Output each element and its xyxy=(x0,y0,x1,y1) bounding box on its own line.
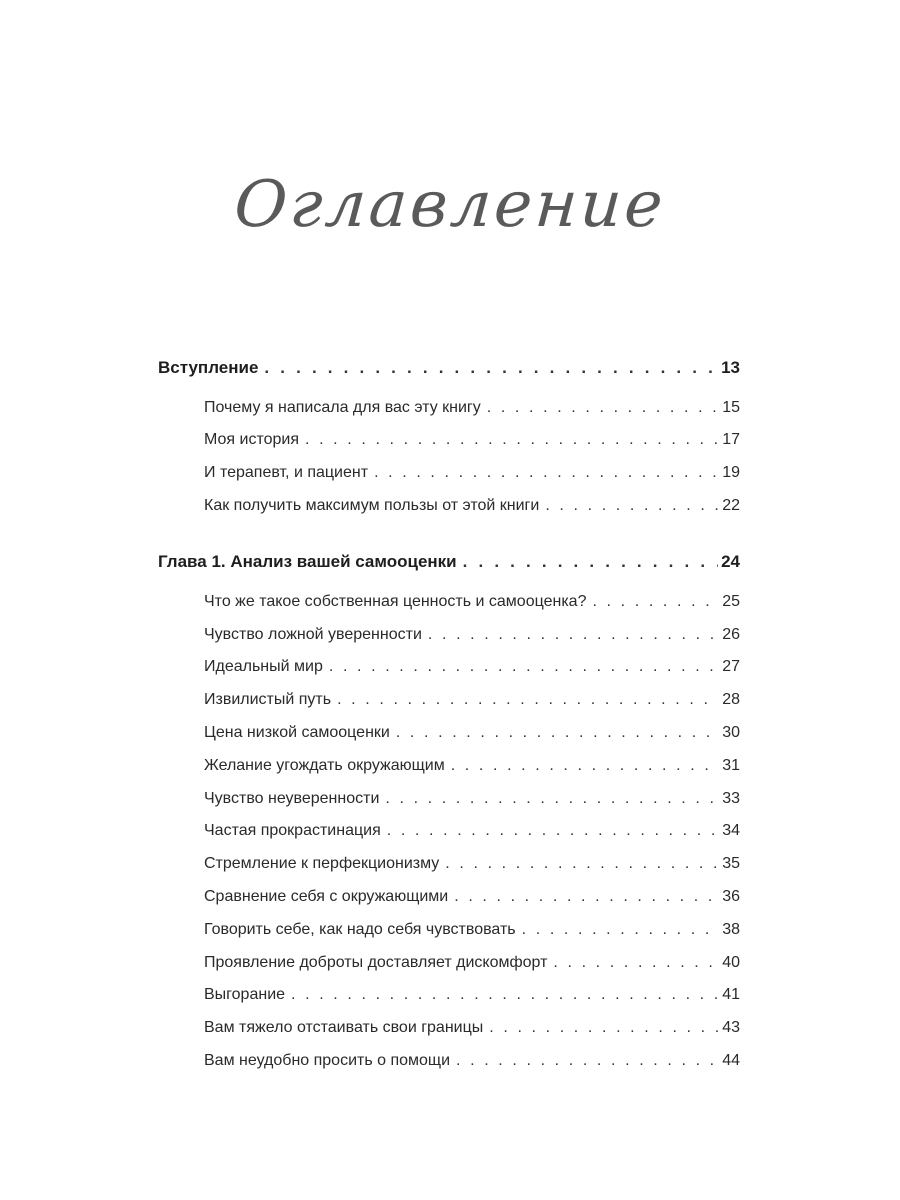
toc-entry-label: И терапевт, и пациент xyxy=(204,464,369,481)
toc-entry-page: 17 xyxy=(722,431,740,448)
dot-leader xyxy=(553,954,719,972)
dot-leader xyxy=(385,790,719,808)
toc-item[interactable] xyxy=(204,626,740,650)
toc-entry-page: 25 xyxy=(722,593,740,610)
toc-entry-page: 41 xyxy=(722,986,740,1003)
dot-leader xyxy=(396,724,719,742)
toc-entry-page: 27 xyxy=(722,658,740,675)
toc-entry-page: 43 xyxy=(722,1019,740,1036)
toc-entry-page: 44 xyxy=(722,1052,740,1069)
dot-leader xyxy=(337,691,719,709)
toc-item[interactable] xyxy=(204,1052,740,1076)
toc-item[interactable] xyxy=(204,790,740,814)
toc-entry-label: Проявление доброты доставляет дискомфорт xyxy=(204,954,548,971)
toc-item[interactable] xyxy=(204,691,740,715)
toc-entry-label: Выгорание xyxy=(204,986,286,1003)
dot-leader xyxy=(305,431,719,449)
toc-entry-page: 22 xyxy=(722,497,740,514)
toc-item[interactable] xyxy=(204,921,740,945)
dot-leader xyxy=(451,757,720,775)
toc-entry-label: Цена низкой самооценки xyxy=(204,724,390,741)
page-title: Оглавление xyxy=(231,168,669,242)
toc-item[interactable] xyxy=(204,497,740,521)
toc-item[interactable] xyxy=(204,855,740,879)
toc-entry-label: Вам тяжело отстаивать свои границы xyxy=(204,1019,484,1036)
toc-item[interactable] xyxy=(204,1019,740,1043)
toc-entry-label: Как получить максимум пользы от этой книги xyxy=(204,497,540,514)
toc-entry-page: 19 xyxy=(722,464,740,481)
dot-leader xyxy=(329,658,719,676)
toc-entry-page: 24 xyxy=(721,552,740,571)
dot-leader xyxy=(264,358,718,378)
toc-item[interactable] xyxy=(204,724,740,748)
dot-leader xyxy=(489,1019,719,1037)
toc-entry-label: Чувство ложной уверенности xyxy=(204,626,422,643)
toc-entry-label: Глава 1. Анализ вашей самооценки xyxy=(158,552,457,571)
dot-leader xyxy=(374,464,719,482)
toc-entry-label: Что же такое собственная ценность и самооценка? xyxy=(204,593,587,610)
toc-entry-page: 13 xyxy=(721,358,740,377)
toc-entry-label: Вступление xyxy=(158,358,259,377)
toc-entry-page: 28 xyxy=(722,691,740,708)
dot-leader xyxy=(428,626,719,644)
toc-entry-page: 35 xyxy=(722,855,740,872)
dot-leader xyxy=(456,1052,719,1070)
dot-leader xyxy=(592,593,719,611)
toc-entry-page: 33 xyxy=(722,790,740,807)
toc-entry-page: 26 xyxy=(722,626,740,643)
toc-item[interactable] xyxy=(204,757,740,781)
toc-entry-label: Говорить себе, как надо себя чувствовать xyxy=(204,921,516,938)
dot-leader xyxy=(463,552,718,572)
toc-entry-label: Почему я написала для вас эту книгу xyxy=(204,399,481,416)
dot-leader xyxy=(445,855,719,873)
toc-item[interactable] xyxy=(204,986,740,1010)
dot-leader xyxy=(522,921,720,939)
toc-entry-page: 31 xyxy=(722,757,740,774)
toc-entry-label: Идеальный мир xyxy=(204,658,323,675)
dot-leader xyxy=(487,399,719,417)
toc-section-chapter-1[interactable] xyxy=(158,552,740,576)
toc-item[interactable] xyxy=(204,888,740,912)
toc-entry-label: Вам неудобно просить о помощи xyxy=(204,1052,451,1069)
toc-entry-page: 40 xyxy=(722,954,740,971)
toc-item[interactable] xyxy=(204,658,740,682)
dot-leader xyxy=(454,888,719,906)
toc-entry-label: Сравнение себя с окружающими xyxy=(204,888,449,905)
toc-entry-page: 36 xyxy=(722,888,740,905)
toc-entry-label: Извилистый путь xyxy=(204,691,332,708)
toc-entry-label: Стремление к перфекционизму xyxy=(204,855,440,872)
toc-section-intro[interactable] xyxy=(158,358,740,382)
toc-item[interactable] xyxy=(204,464,740,488)
toc-entry-page: 30 xyxy=(722,724,740,741)
toc-entry-page: 38 xyxy=(722,921,740,938)
toc-item[interactable] xyxy=(204,954,740,978)
toc-item[interactable] xyxy=(204,399,740,423)
toc-entry-label: Моя история xyxy=(204,431,299,448)
dot-leader xyxy=(545,497,719,515)
toc-entry-page: 34 xyxy=(722,822,740,839)
toc-item[interactable] xyxy=(204,431,740,455)
dot-leader xyxy=(291,986,719,1004)
toc-entry-page: 15 xyxy=(722,399,740,416)
toc-entry-label: Частая прокрастинация xyxy=(204,822,381,839)
toc-entry-label: Желание угождать окружающим xyxy=(204,757,445,774)
toc-item[interactable] xyxy=(204,822,740,846)
toc-item[interactable] xyxy=(204,593,740,617)
dot-leader xyxy=(387,822,719,840)
toc-entry-label: Чувство неуверенности xyxy=(204,790,380,807)
